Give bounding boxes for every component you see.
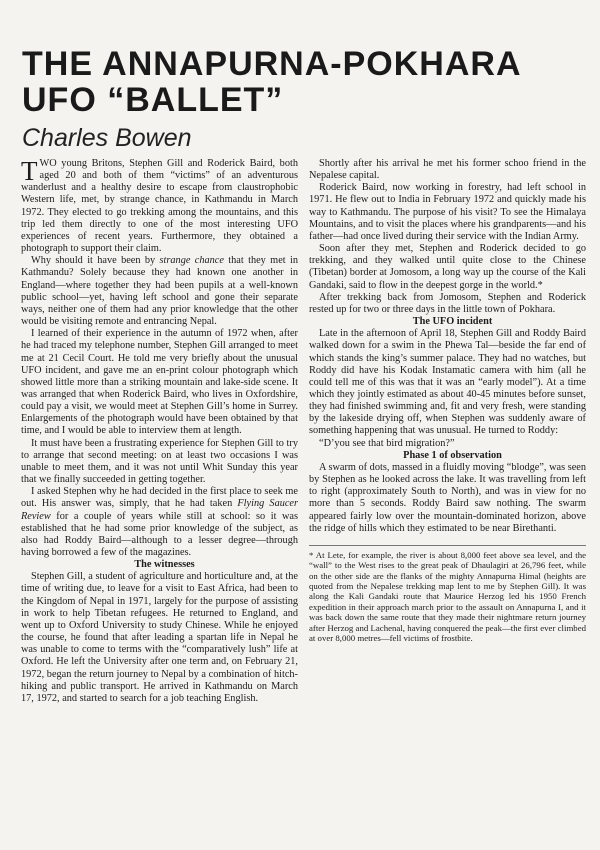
paragraph-intro: TWO young Britons, Stephen Gill and Roderick Baird, both aged 20 and both of them “victims” of an adventurous wanderlust and a healthy desire to escape from claustrophobic Western life, met, by strange chance, in Kathmandu in March 1972. They elected to go trekking among the mountains, and this trip led them directly to one of the most interesting UFO experiences of recent years. Furthermore, they obtained a photograph to support their claim. — [21, 156, 298, 255]
paragraph: Shortly after his arrival he met his former schoo friend in the Nepalese capital. — [309, 158, 586, 182]
subheading-witnesses: The witnesses — [134, 559, 195, 571]
paragraph: After trekking back from Jomosom, Stephen and Roderick rested up for two or three days in the little town of Pokhara. — [309, 291, 586, 315]
title-line-2: UFO “BALLET” — [22, 81, 284, 119]
author-byline: Charles Bowen — [22, 124, 192, 152]
paragraph: Soon after they met, Stephen and Roderick decided to go trekking, and they walked until quite close to the Chinese (Tibetan) border at Jomosom, a long way up the course of the Kali Gandaki, said to flow in the deepest gorge in the world.* — [309, 243, 586, 291]
title-line-1: THE ANNAPURNA-POKHARA — [22, 45, 522, 83]
paragraph: Why should it have been by strange chance that they met in Kathmandu? Solely because they had known one another in England—where together they had been pupils at a well-known public school—yet, having left school and gone their separate ways, neither one of them had any prior knowledge that the other would be visiting remote and entrancing Nepal. — [21, 255, 298, 328]
paragraph: A swarm of dots, massed in a fluidly moving “blodge”, was seen by Stephen as he looked across the lake. It was travelling from left to right (approximately South to North), and was in view for no more than 5 seconds. Roddy Baird saw nothing. The swarm appeared fairly low over the mountain-dominated horizon, above the ridge of hills which they estimated to be near Birethanti. — [309, 461, 586, 534]
subheading-ufo-incident: The UFO incident — [412, 316, 493, 328]
subheading-phase-1: Phase 1 of observation — [403, 449, 502, 461]
paragraph: Late in the afternoon of April 18, Stephen Gill and Roddy Baird walked down for a swim in the Phewa Tal—beside the far end of which stands the king’s summer palace. They had no watches, but Roddy did have his Kodak Instamatic camera with him (all he could tell me of this was that it was an “early model”). At a time which they jointly estimated as about 40-45 minutes before sunset, they had finished swimming and, fit and very fresh, were standing by the lakeside drying off, when Stephen was suddenly aware of something happening that was unusual. He turned to Roddy: — [309, 328, 586, 437]
paragraph: It must have been a frustrating experience for Stephen Gill to try to arrange that second meeting: on at least two occasions I was unable to meet them, and it was not until Whit Sunday this year that we finally succeeded in getting together. — [21, 437, 298, 486]
drop-cap: T — [21, 156, 38, 186]
paragraph: Roderick Baird, now working in forestry, had left school in 1971. He flew out to India in February 1972 and quickly made his way to Kathmandu. The purpose of his visit? To see the Himalaya Mountains, and to visit the places where his grandparents—and his father—had once lived during their service with the Indian Army. — [309, 182, 586, 242]
left-column — [21, 158, 298, 705]
paragraph-quote: “D’you see that bird migration?” — [319, 437, 455, 449]
right-column — [309, 158, 586, 644]
paragraph: I asked Stephen why he had decided in the first place to seek me out. His answer was, simply, that he had taken Flying Saucer Review for a couple of years while still at school: so it was established that he had some prior knowledge of the subject, as also had Roddy Baird—although to a lesser degree—through having borrowed a few of the magazines. — [21, 486, 299, 558]
paragraph: I learned of their experience in the autumn of 1972 when, after he had traced my telephone number, Stephen Gill arranged to meet me at 21 Cecil Court. He told me very briefly about the unusual UFO incident, and gave me an en-print colour photograph which showed little more than a striking mountain and lake-side scene. It was arranged that when Roderick Baird, who lives in Oxfordshire, could pay a visit, we would meet at Stephen Gill’s home in Surrey. Enlargements of the photograph would have been obtained by that time, and I would be able to interview them at length. — [21, 328, 298, 437]
paragraph: Stephen Gill, a student of agriculture and horticulture and, at the time of writing due, to leave for a visit to East Africa, had been to the Kingdom of Nepal in 1971, largely for the purpose of assisting in work to help Tibetan refugees. He returned to England, and went up to Oxford University to study Chinese. While he enjoyed the course, he found that after leading a spartan life in Nepal he was unable to come to terms with the “comparatively lush” life at Oxford. He left the University after one term and, on February 21, 1972, began the return journey to Nepal by a combination of hitch-hiking and public transport. He arrived in Kathmandu on March 17, 1972, and started to search for a job teaching English. — [21, 571, 298, 704]
footnote — [309, 545, 586, 644]
footnote-text: * At Lete, for example, the river is about 8,000 feet above sea level, and the “wall” to the West rises to the great peak of Dhaulagiri at 26,796 feet, while on the other side are the flanks of the mighty Annapurna Himal (heights are quoted from the Nepalese trekking map lent to me by Stephen Gill). It was along the Kali Gandaki route that Maurice Herzog led his 1950 French expedition in their approach march prior to the assault on Annapurna I, and it was back down the same route that they made their nightmare return journey after Herzog and Lachenal, having conquered the peak—the first ever climbed at over 8,000 metres—fell victims of frostbite. — [309, 549, 586, 644]
article-title — [22, 46, 582, 118]
